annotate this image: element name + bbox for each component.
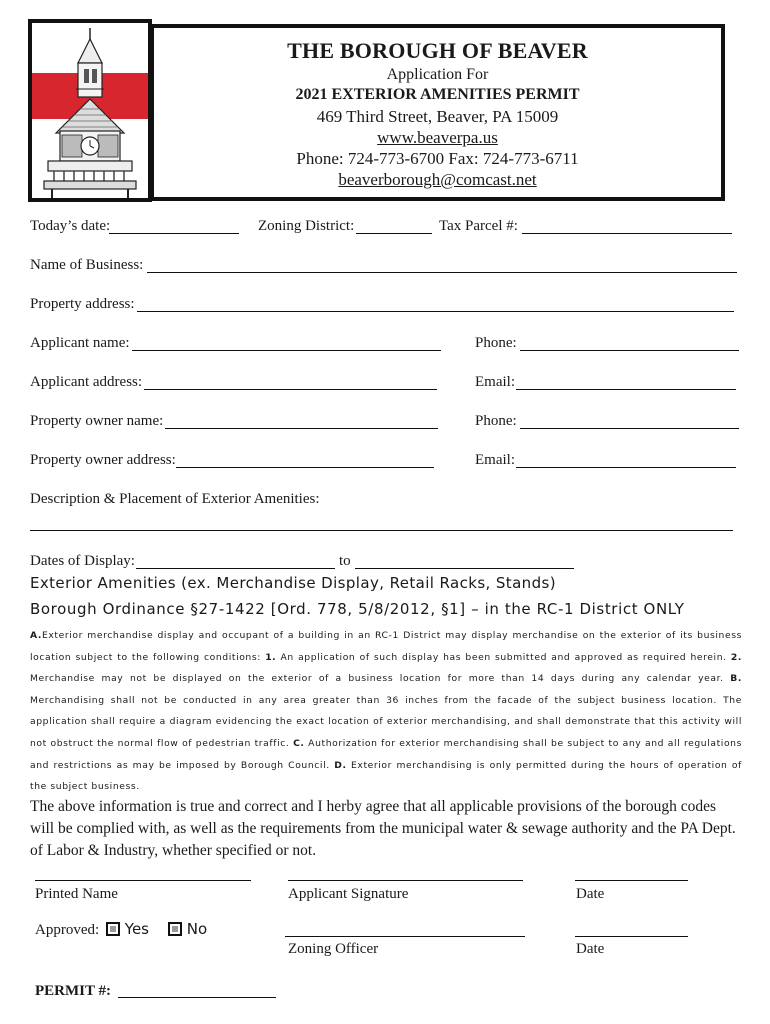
clause-d-text: Exterior merchandising is only permitted during the hours of operation of the subject business. <box>30 759 742 793</box>
zoning-district-label: Zoning District: <box>258 218 355 234</box>
printed-name-field[interactable] <box>35 880 251 881</box>
clause-d-label: D. <box>334 759 347 771</box>
condition-1-label: 1. <box>265 651 277 663</box>
applicant-signature-field[interactable] <box>288 880 523 881</box>
todays-date-field[interactable] <box>109 233 239 234</box>
dates-display-label: Dates of Display: <box>30 553 135 569</box>
clause-b-label: B. <box>730 673 742 685</box>
owner-address-field[interactable] <box>176 467 434 468</box>
clock-tower-icon <box>32 23 148 198</box>
applicant-email-field[interactable] <box>516 389 736 390</box>
applicant-name-field[interactable] <box>132 350 441 351</box>
clause-b-text: Merchandising shall not be conducted in any area greater than 36 inches from the facade of the subject business location. The application shall require a diagram evidencing the exact location of exterior merchandising, and shall demonstrate that this activity will not obstruct the normal flow of pedestrian traffic. <box>30 694 742 749</box>
display-start-field[interactable] <box>136 568 335 569</box>
permit-number-field[interactable] <box>118 997 276 998</box>
applicant-address-label: Applicant address: <box>30 374 143 390</box>
header-subtitle: Application For <box>386 66 489 83</box>
signature-date-field[interactable] <box>575 880 688 881</box>
applicant-email-label: Email: <box>475 374 515 390</box>
permit-number-label: PERMIT #: <box>35 983 111 999</box>
agreement-text: The above information is true and correct and I herby agree that all applicable provisions of the borough codes will be complied with, as well as the requirements from the municipal water & sewage authority and the PA Dept. of Labor & Industry, whether specified or not. <box>30 798 736 859</box>
clause-a-text: Exterior merchandise display and occupant of a building in an RC-1 District may display merchandise on the exterior of its business location subject to the following conditions: <box>30 630 742 663</box>
permit-title: 2021 EXTERIOR AMENITIES PERMIT <box>295 86 580 103</box>
owner-phone-field[interactable] <box>520 428 739 429</box>
yes-checkbox[interactable] <box>106 922 120 936</box>
owner-name-label: Property owner name: <box>30 413 164 429</box>
header-title: THE BOROUGH OF BEAVER <box>287 38 588 63</box>
applicant-phone-field[interactable] <box>520 350 739 351</box>
business-name-label: Name of Business: <box>30 257 144 273</box>
owner-phone-label: Phone: <box>475 413 517 429</box>
tax-parcel-field[interactable] <box>522 233 732 234</box>
property-address-label: Property address: <box>30 296 135 312</box>
description-label: Description & Placement of Exterior Amenities: <box>30 491 320 507</box>
yes-label: Yes <box>124 920 149 938</box>
ordinance-heading: Borough Ordinance §27-1422 [Ord. 778, 5/8/2012, §1] – in the RC-1 District ONLY <box>30 600 685 618</box>
no-label: No <box>186 920 208 938</box>
clause-a-label: A. <box>30 630 42 641</box>
approved-label: Approved: <box>35 922 100 938</box>
todays-date-label: Today’s date: <box>30 218 111 234</box>
zoning-date-label: Date <box>576 941 605 957</box>
clause-c-text: Authorization for exterior merchandising shall be subject to any and all regulations and restrictions as may be imposed by Borough Council. <box>30 737 742 771</box>
no-checkbox[interactable] <box>168 922 182 936</box>
zoning-date-field[interactable] <box>575 936 688 937</box>
header-address: 469 Third Street, Beaver, PA 15009 <box>316 107 559 126</box>
header-box <box>150 24 725 201</box>
ordinance-text <box>30 625 742 798</box>
owner-email-field[interactable] <box>516 467 736 468</box>
applicant-signature-label: Applicant Signature <box>288 886 409 902</box>
amenities-heading: Exterior Amenities (ex. Merchandise Display, Retail Racks, Stands) <box>30 574 556 592</box>
display-end-field[interactable] <box>355 568 574 569</box>
condition-2-label: 2. <box>730 651 742 663</box>
owner-address-label: Property owner address: <box>30 452 176 468</box>
printed-name-label: Printed Name <box>35 886 118 902</box>
zoning-district-field[interactable] <box>356 233 432 234</box>
property-address-field[interactable] <box>137 311 734 312</box>
approved-no[interactable] <box>168 920 207 938</box>
applicant-name-label: Applicant name: <box>30 335 130 351</box>
applicant-address-field[interactable] <box>144 389 437 390</box>
signature-date-label: Date <box>576 886 605 902</box>
zoning-officer-label: Zoning Officer <box>288 941 379 957</box>
condition-1-text: An application of such display has been submitted and approved as required herein. <box>276 651 731 663</box>
applicant-phone-label: Phone: <box>475 335 517 351</box>
phone-fax: Phone: 724-773-6700 Fax: 724-773-6711 <box>296 149 579 168</box>
approved-yes[interactable] <box>106 920 149 938</box>
business-name-field[interactable] <box>147 272 737 273</box>
clause-c-label: C. <box>293 737 305 749</box>
tax-parcel-label: Tax Parcel #: <box>439 218 518 234</box>
zoning-officer-field[interactable] <box>285 936 525 937</box>
website-link[interactable]: www.beaverpa.us <box>377 128 498 147</box>
email-link[interactable]: beaverborough@comcast.net <box>338 170 537 189</box>
owner-name-field[interactable] <box>165 428 438 429</box>
borough-logo <box>28 19 152 202</box>
owner-email-label: Email: <box>475 452 515 468</box>
condition-2-text: Merchandise may not be displayed on the exterior of a business location for more than 14 days during any calendar year. <box>30 673 731 685</box>
to-label: to <box>339 553 351 569</box>
description-field[interactable] <box>30 530 733 531</box>
